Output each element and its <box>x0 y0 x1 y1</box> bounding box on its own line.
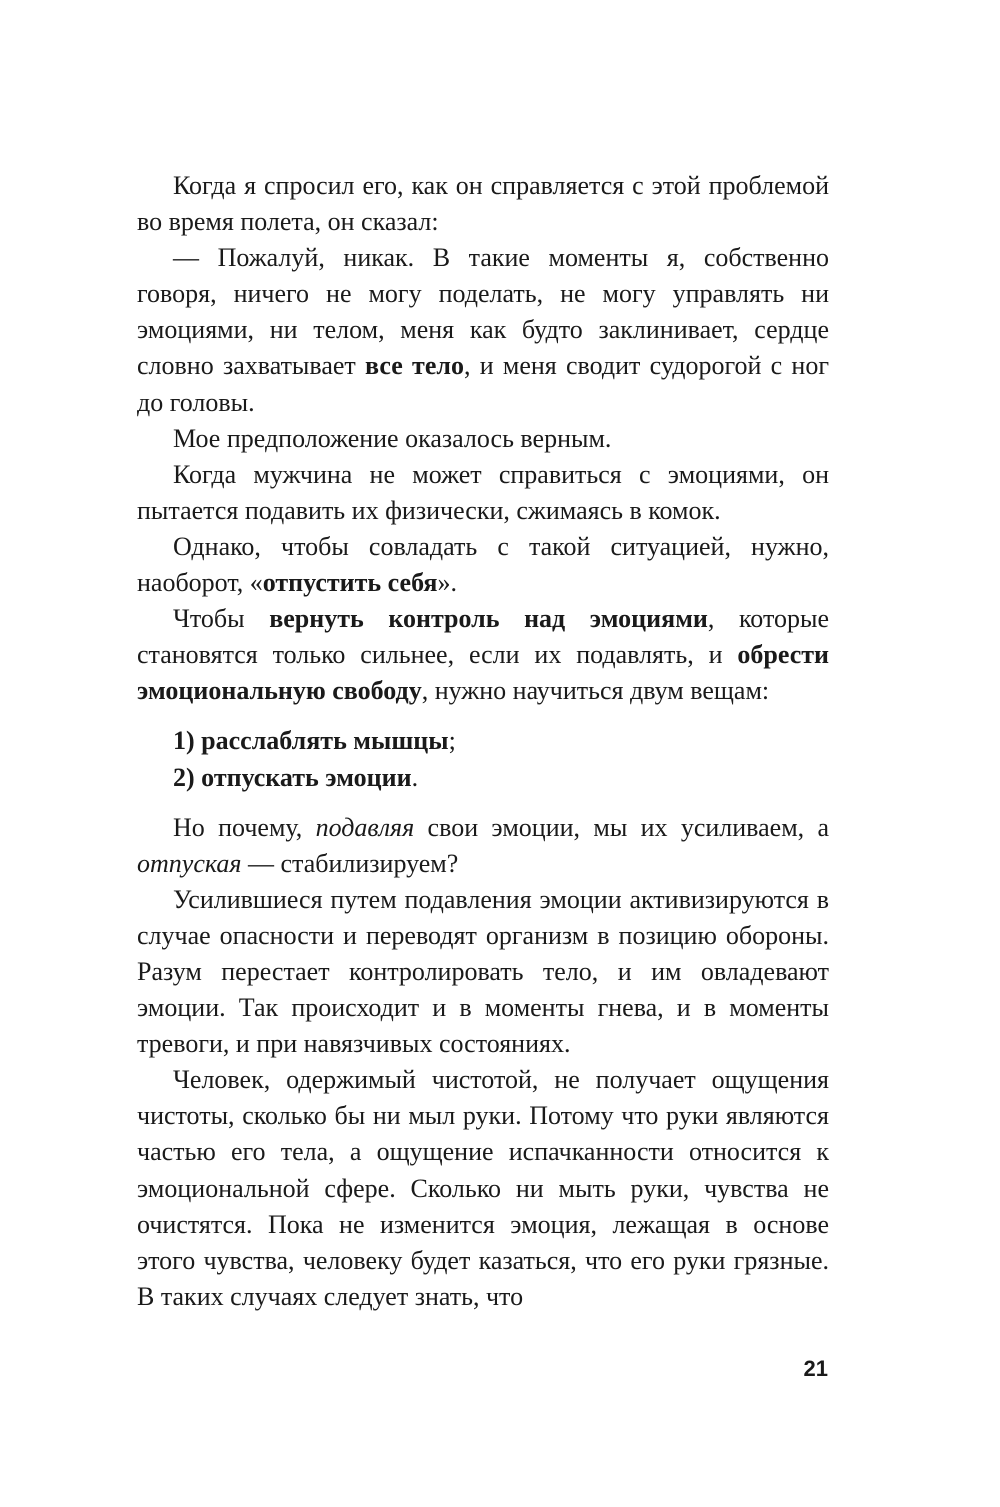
paragraph-7-text-a: Но почему, <box>173 812 316 842</box>
paragraph-9: Человек, одержимый чистотой, не получает ощущения чистоты, сколько бы ни мыл руки. Потому что руки являются частью его тела, а ощущение испачканности относится к эмоциональной сфере. Сколько ни мыть руки, чувства не очистятся. Пока не изменится эмоция, лежащая в основе этого чувства, человеку будет казаться, что его руки грязные. В таких случаях следует знать, что <box>137 1065 829 1311</box>
paragraph-7-italic-1: подавляя <box>315 812 415 842</box>
paragraph-2 <box>137 240 829 420</box>
paragraph-7-italic-2: отпуская <box>137 848 242 878</box>
list-item-text: 1) расслаблять мышцы <box>173 726 449 756</box>
list-item-punct: . <box>411 762 419 792</box>
paragraph-2-text-b: , и меня сводит судорогой с ног до головы. <box>137 351 830 417</box>
paragraph-3: Мое предположение оказалось верным. <box>173 423 612 453</box>
paragraph-4: Когда мужчина не может справиться с эмоциями, он пытается подавить их физически, сжимаясь в комок. <box>137 459 829 525</box>
list-item-text: 2) отпускать эмоции <box>173 762 412 792</box>
list-item-punct: ; <box>448 726 456 756</box>
paragraph-7 <box>137 810 829 882</box>
paragraph-1: Когда я спросил его, как он справляется с этой проблемой во время полета, он сказал: <box>137 171 829 237</box>
paragraph-5-text-a: Однако, чтобы совладать с такой ситуацией, нужно, наоборот, « <box>137 531 829 598</box>
list-item <box>173 723 829 759</box>
paragraph-2-text-a: — Пожалуй, никак. В такие моменты я, собственно говоря, ничего не могу поделать, не могу управлять ни эмоциями, ни телом, меня как будто заклинивает, сердце словно захватывает <box>137 243 829 381</box>
paragraph-2-emphasis: все тело <box>365 351 464 381</box>
paragraph-5-emphasis: отпустить себя <box>262 568 438 598</box>
paragraph-8: Усилившиеся путем подавления эмоции активизируются в случае опасности и переводят организм в позицию обороны. Разум перестает контролировать тело, и им овладевают эмоции. Так происходит и в моменты гнева, и в моменты тревоги, и при навязчивых состояниях. <box>137 884 829 1059</box>
page-number: 21 <box>803 1356 828 1381</box>
paragraph-5-text-b: ». <box>437 568 457 598</box>
paragraph-7-text-b: свои эмоции, мы их усиливаем, а <box>414 812 829 842</box>
paragraph-6-text-a: Чтобы <box>173 604 270 634</box>
skills-list <box>137 723 829 795</box>
paragraph-7-text-c: — стабилизируем? <box>241 848 459 878</box>
list-item <box>173 760 829 796</box>
paragraph-6 <box>137 601 829 709</box>
paragraph-6-text-b: , которые становятся только сильнее, если их подавлять, и <box>137 604 829 670</box>
paragraph-6-emphasis-1: вернуть контроль над эмоциями <box>269 604 708 634</box>
page-body <box>137 168 829 1315</box>
paragraph-6-emphasis-2: обрести эмоциональную свободу <box>137 640 829 706</box>
paragraph-5 <box>137 529 829 601</box>
paragraph-6-text-c: , нужно научиться двум вещам: <box>421 676 770 706</box>
